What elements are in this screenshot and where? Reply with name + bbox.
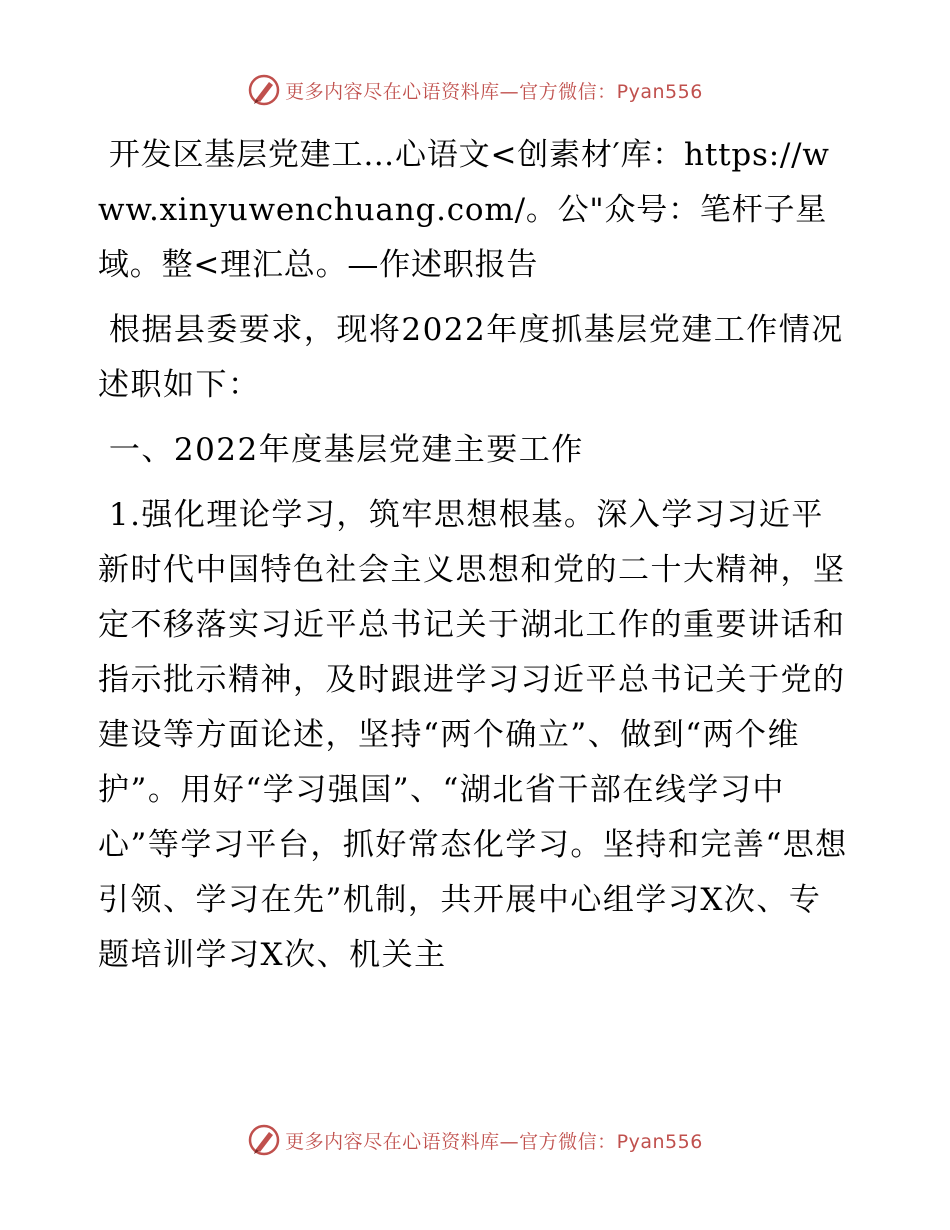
header-banner-label: 更多内容尽在心语资料库—官方微信：: [285, 80, 617, 103]
item-1-paragraph: 1.强化理论学习，筑牢思想根基。深入学习习近平新时代中国特色社会主义思想和党的二十大精神，坚定不移落实习近平总书记关于湖北工作的重要讲话和指示批示精神，及时跟进学习习近平总书记关于党的建设等方面论述，坚持“两个确立”、做到“两个维护”。用好“学习强国”、“湖北省干部在线学习中心”等学习平台，抓好常态化学习。坚持和完善“思想引领、学习在先”机制，共开展中心组学习X次、专题培训学习X次、机关主: [98, 497, 848, 973]
pen-logo-icon: [247, 73, 281, 107]
document-body: [98, 128, 848, 983]
footer-banner-label: 更多内容尽在心语资料库—官方微信：: [285, 1130, 617, 1153]
section-heading: 一、2022年度基层党建主要工作: [108, 432, 584, 468]
footer-banner: [0, 1120, 950, 1160]
pen-logo-icon: [247, 1123, 281, 1157]
header-banner: [0, 70, 950, 110]
header-banner-text: [285, 77, 703, 104]
document-title-paragraph: 开发区基层党建工…心语文<创素材′库：https://www.xinyuwenchuang.com/。公"众号：笔杆子星域。整<理汇总。—作述职报告: [98, 137, 830, 283]
footer-banner-text: [285, 1127, 703, 1154]
intro-paragraph: 根据县委要求，现将2022年度抓基层党建工作情况述职如下：: [98, 312, 844, 403]
header-wechat-account: Pyan556: [616, 80, 703, 103]
footer-wechat-account: Pyan556: [616, 1130, 703, 1153]
